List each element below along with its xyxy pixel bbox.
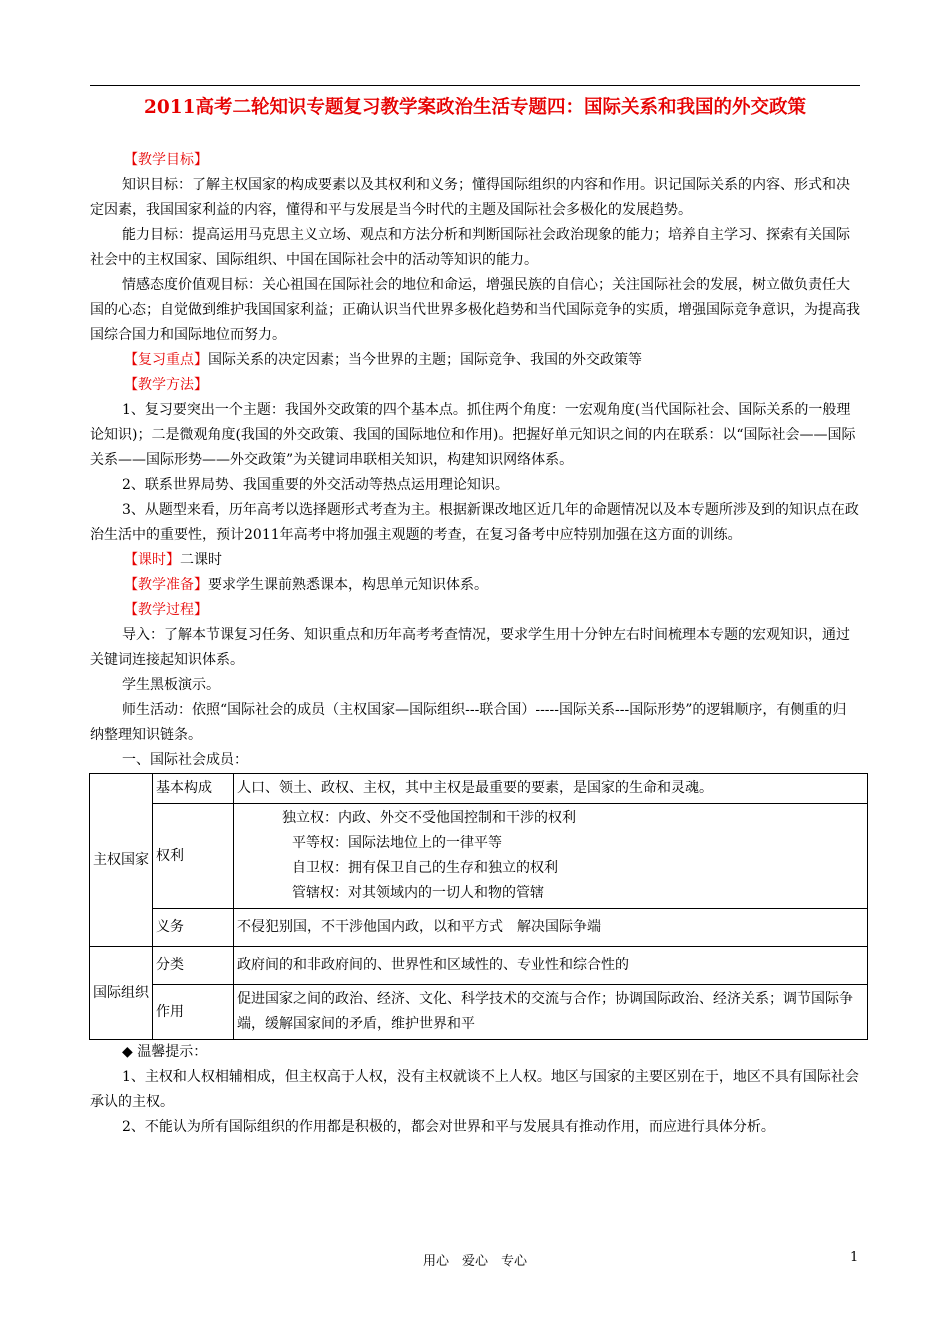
table-row	[90, 909, 868, 947]
right-item: 平等权：国际法地位上的一律平等	[292, 835, 502, 851]
prep-heading: 【教学准备】	[124, 577, 208, 593]
class-label: 分类	[153, 947, 234, 985]
hours-text: 二课时	[180, 552, 222, 568]
tip-item-2: 2、不能认为所有国际组织的作用都是积极的，都会对世界和平与发展具有推动作用，而应进行具体分析。	[122, 1119, 775, 1135]
focus-line	[90, 348, 860, 373]
role-label: 作用	[153, 985, 234, 1040]
table-row	[90, 804, 868, 909]
section-heading: 一、国际社会成员：	[122, 752, 248, 768]
rights-label: 权利	[153, 804, 234, 909]
focus-heading: 【复习重点】	[124, 352, 208, 368]
basic-label: 基本构成	[153, 774, 234, 804]
page-title: 2011高考二轮知识专题复习教学案政治生活专题四：国际关系和我国的外交政策	[144, 97, 806, 118]
right-item: 独立权：内政、外交不受他国控制和干涉的权利	[282, 810, 576, 826]
method-item-2: 2、联系世界局势、我国重要的外交活动等热点运用理论知识。	[122, 477, 509, 493]
prep-line	[90, 573, 860, 598]
activity-paragraph: 师生活动：依照“国际社会的成员（主权国家—国际组织---联合国）-----国际关系---国际形势”的逻辑顺序，有侧重的归纳整理知识链条。	[90, 702, 847, 743]
hours-heading: 【课时】	[124, 552, 180, 568]
demo-paragraph: 学生黑板演示。	[122, 677, 220, 693]
table-row	[90, 985, 868, 1040]
method-heading: 【教学方法】	[124, 377, 208, 393]
intro-paragraph: 导入：了解本节课复习任务、知识重点和历年高考考查情况，要求学生用十分钟左右时间梳理本专题的宏观知识，通过关键词连接起知识体系。	[90, 627, 850, 668]
table-row	[90, 774, 868, 804]
page-number: 1	[850, 1250, 859, 1265]
right-item: 管辖权：对其领域内的一切人和物的管辖	[292, 885, 544, 901]
method-item-3: 3、从题型来看，历年高考以选择题形式考查为主。根据新课改地区近几年的命题情况以及本专题所涉及到的知识点在政治生活中的重要性，预计2011年高考中将加强主观题的考查，在复习备考中应特别加强在这方面的训练。	[90, 502, 859, 543]
org-cell: 国际组织	[90, 947, 153, 1040]
tip-heading: ◆ 温馨提示：	[122, 1044, 208, 1060]
basic-text: 人口、领土、政权、主权，其中主权是最重要的要素，是国家的生命和灵魂。	[234, 774, 868, 804]
class-text: 政府间的和非政府间的、世界性和区域性的、专业性和综合性的	[234, 947, 868, 985]
duty-text: 不侵犯别国，不干涉他国内政，以和平方式 解决国际争端	[234, 909, 868, 947]
footer-text: 用心 爱心 专心	[422, 1254, 527, 1269]
process-heading: 【教学过程】	[124, 602, 208, 618]
members-table	[89, 773, 868, 1040]
goal-knowledge: 知识目标：了解主权国家的构成要素以及其权利和义务；懂得国际组织的内容和作用。识记国际关系的内容、形式和决定因素，我国国家利益的内容，懂得和平与发展是当今时代的主题及国际社会多极化的发展趋势。	[90, 177, 850, 218]
method-item-1: 1、复习要突出一个主题：我国外交政策的四个基本点。抓住两个角度：一宏观角度(当代国际社会、国际关系的一般理论知识)；二是微观角度(我国的外交政策、我国的国际地位和作用)。把握好单元知识之间的内在联系：以“国际社会——国际关系——国际形势——外交政策”为关键词串联相关知识，构建知识网络体系。	[90, 402, 856, 468]
document-body	[90, 148, 860, 1140]
focus-text: 国际关系的决定因素；当今世界的主题；国际竞争、我国的外交政策等	[208, 352, 642, 368]
prep-text: 要求学生课前熟悉课本，构思单元知识体系。	[208, 577, 488, 593]
duty-label: 义务	[153, 909, 234, 947]
hours-line	[90, 548, 860, 573]
tip-item-1: 1、主权和人权相辅相成，但主权高于人权，没有主权就谈不上人权。地区与国家的主要区别在于，地区不具有国际社会承认的主权。	[90, 1069, 859, 1110]
role-text: 促进国家之间的政治、经济、文化、科学技术的交流与合作；协调国际政治、经济关系；调节国际争端，缓解国家间的矛盾，维护世界和平	[234, 985, 868, 1040]
goals-heading: 【教学目标】	[124, 152, 208, 168]
table-row	[90, 947, 868, 985]
rights-cell	[234, 804, 868, 909]
goal-emotion: 情感态度价值观目标：关心祖国在国际社会的地位和命运，增强民族的自信心；关注国际社会的发展，树立做负责任大国的心态；自觉做到维护我国国家利益；正确认识当代世界多极化趋势和当代国际竞争的实质，增强国际竞争意识，为提高我国综合国力和国际地位而努力。	[90, 277, 860, 343]
header-rule	[90, 85, 860, 86]
right-item: 自卫权：拥有保卫自己的生存和独立的权利	[292, 860, 558, 876]
sovereign-cell: 主权国家	[90, 774, 153, 947]
goal-ability: 能力目标：提高运用马克思主义立场、观点和方法分析和判断国际社会政治现象的能力；培养自主学习、探索有关国际社会中的主权国家、国际组织、中国在国际社会中的活动等知识的能力。	[90, 227, 850, 268]
